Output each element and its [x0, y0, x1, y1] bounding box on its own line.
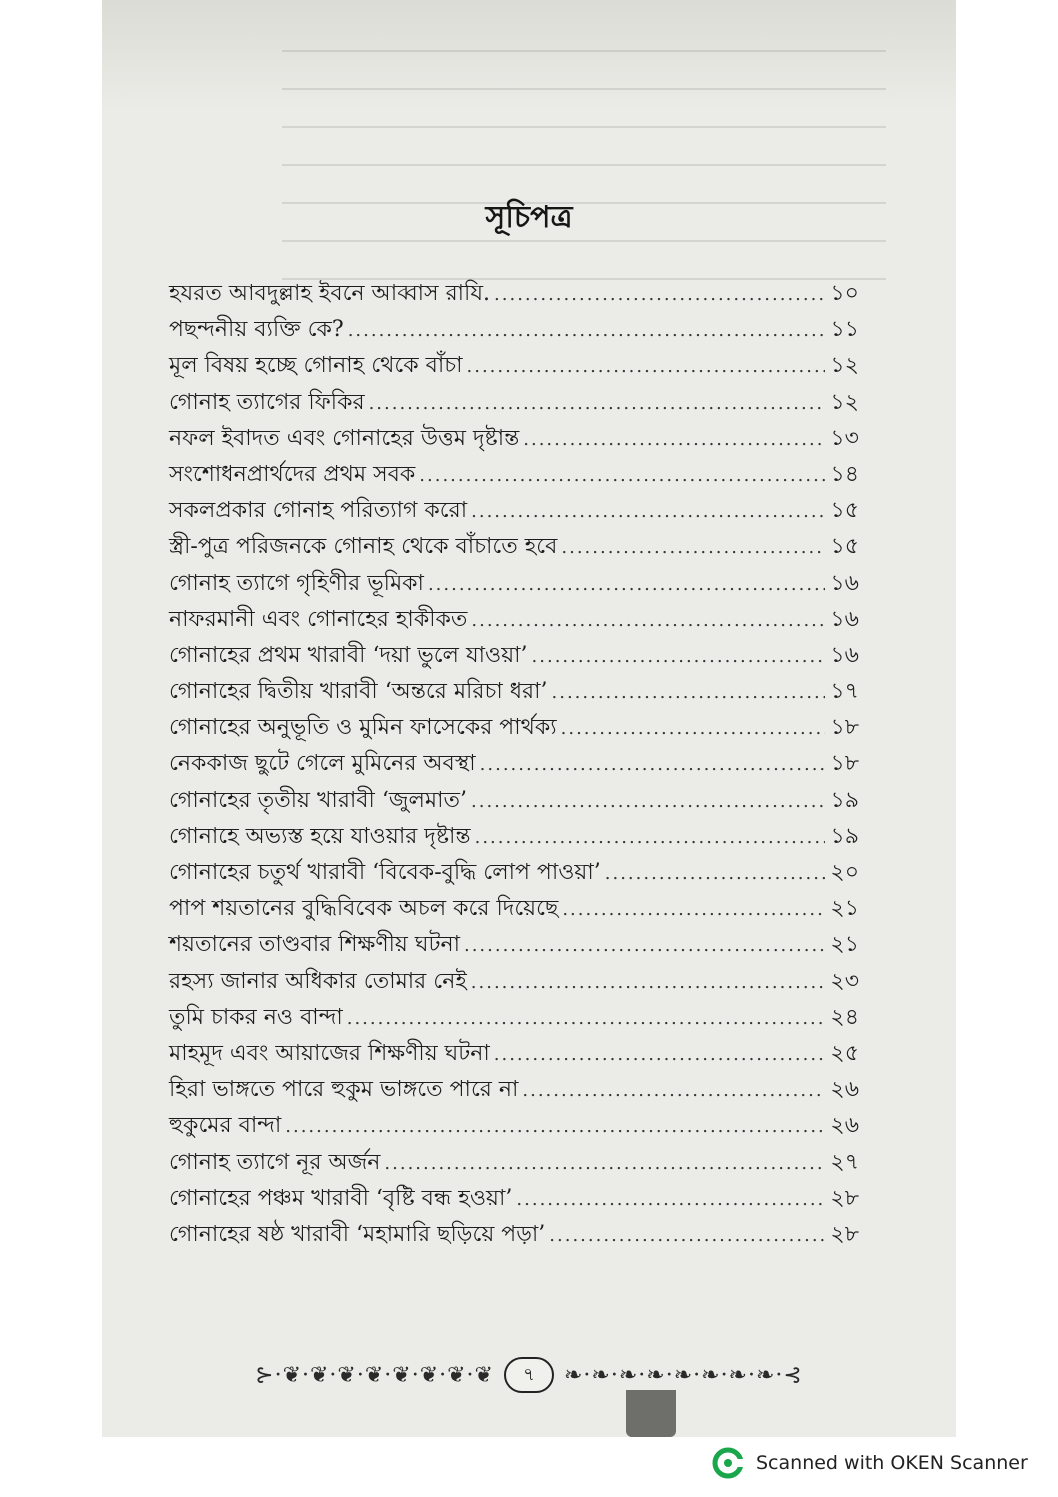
toc-entry-page: ১২	[830, 389, 859, 415]
table-of-contents	[169, 276, 859, 1253]
toc-entry-title: নাফরমানী এবং গোনাহের হাকীকত	[169, 606, 468, 632]
toc-entry-title: তুমি চাকর নও বান্দা	[169, 1004, 343, 1030]
ornament-right-icon: ❧·❧·❧·❧·❧·❧·❧·❧·⊰	[564, 1362, 803, 1388]
toc-leader-dots	[532, 646, 825, 667]
toc-entry	[169, 276, 859, 312]
toc-leader-dots	[561, 537, 825, 558]
toc-entry-title: শয়তানের তাণ্ডবার শিক্ষণীয় ঘটনা	[169, 932, 460, 958]
toc-leader-dots	[419, 465, 825, 486]
toc-entry-page: ১৮	[830, 715, 859, 741]
toc-entry-page: ২৫	[830, 1040, 859, 1066]
toc-entry-page: ১০	[830, 281, 859, 306]
page-number-badge	[504, 1357, 554, 1393]
toc-entry-title: সংশোধনপ্রার্থদের প্রথম সবক	[169, 461, 416, 487]
toc-entry	[169, 855, 859, 891]
toc-entry	[169, 348, 859, 384]
toc-leader-dots	[605, 863, 825, 884]
page-ornament	[102, 1355, 956, 1395]
toc-leader-dots	[347, 1008, 825, 1029]
toc-entry	[169, 927, 859, 963]
toc-entry-title: মূল বিষয় হচ্ছে গোনাহ থেকে বাঁচা	[169, 353, 463, 379]
toc-entry-page: ২৬	[830, 1077, 859, 1103]
toc-entry-title: গোনাহের ষষ্ঠ খারাবী ‘মহামারি ছড়িয়ে পড়া’	[169, 1221, 546, 1247]
toc-entry-page: ১৬	[830, 606, 859, 632]
toc-entry-title: পাপ শয়তানের বুদ্ধিবিবেক অচল করে দিয়েছে	[169, 896, 559, 922]
toc-entry-title: নফল ইবাদত এবং গোনাহের উত্তম দৃষ্টান্ত	[169, 425, 520, 451]
toc-entry-page: ১৯	[830, 787, 859, 813]
toc-leader-dots	[552, 682, 826, 703]
toc-entry	[169, 964, 859, 1000]
toc-entry	[169, 602, 859, 638]
ornament-tab	[626, 1390, 676, 1437]
toc-leader-dots	[494, 1044, 825, 1065]
toc-leader-dots	[475, 827, 825, 848]
toc-entry-title: গোনাহের অনুভূতি ও মুমিন ফাসেকের পার্থক্য	[169, 715, 557, 741]
toc-entry-title: হযরত আবদুল্লাহ ইবনে আব্বাস রাযি.	[169, 281, 491, 306]
toc-entry	[169, 819, 859, 855]
toc-entry-title: গোনাহের দ্বিতীয় খারাবী ‘অন্তরে মরিচা ধরা’	[169, 679, 548, 705]
page-title: সূচিপত্র	[485, 200, 573, 235]
toc-leader-dots	[480, 754, 825, 775]
toc-entry-page: ১২	[830, 353, 859, 379]
toc-entry-page: ১৯	[830, 823, 859, 849]
toc-entry	[169, 1145, 859, 1181]
toc-entry-page: ২১	[830, 896, 859, 922]
toc-entry-page: ১১	[830, 317, 859, 343]
scanner-logo-icon	[712, 1447, 744, 1479]
toc-entry-page: ২৩	[830, 968, 859, 994]
toc-leader-dots	[471, 501, 825, 522]
toc-leader-dots	[285, 1116, 825, 1137]
toc-entry-title: মাহমূদ এবং আয়াজের শিক্ষণীয় ঘটনা	[169, 1040, 490, 1066]
toc-entry	[169, 1181, 859, 1217]
toc-entry	[169, 1217, 859, 1253]
toc-leader-dots	[471, 610, 825, 631]
toc-entry	[169, 312, 859, 348]
toc-entry-page: ২৪	[830, 1004, 859, 1030]
toc-entry-page: ২৬	[830, 1113, 859, 1139]
book-page	[102, 0, 956, 1437]
toc-entry-page: ১৭	[830, 679, 859, 705]
toc-leader-dots	[522, 1080, 825, 1101]
toc-entry-title: গোনাহের তৃতীয় খারাবী ‘জুলমাত’	[169, 787, 467, 813]
toc-entry-page: ১৬	[830, 642, 859, 668]
toc-entry-page: ২৮	[830, 1221, 859, 1247]
ornament-left-icon: ⊱·❦·❦·❦·❦·❦·❦·❦·❦	[255, 1362, 494, 1388]
toc-entry	[169, 1108, 859, 1144]
toc-entry-page: ১৮	[830, 751, 859, 777]
toc-leader-dots	[428, 574, 825, 595]
toc-entry-title: গোনাহের পঞ্চম খারাবী ‘বৃষ্টি বন্ধ হওয়া’	[169, 1185, 513, 1211]
toc-entry	[169, 493, 859, 529]
toc-leader-dots	[384, 1153, 825, 1174]
toc-leader-dots	[467, 356, 825, 377]
toc-entry	[169, 638, 859, 674]
toc-entry	[169, 457, 859, 493]
toc-entry-page: ১৩	[830, 425, 859, 451]
toc-entry-page: ১৫	[830, 498, 859, 524]
toc-entry	[169, 385, 859, 421]
toc-entry-title: গোনাহের চতুর্থ খারাবী ‘বিবেক-বুদ্ধি লোপ পাওয়া’	[169, 860, 601, 885]
toc-entry-page: ১৬	[830, 570, 859, 596]
toc-entry	[169, 746, 859, 782]
toc-entry	[169, 674, 859, 710]
toc-leader-dots	[494, 284, 825, 305]
toc-entry-page: ১৪	[830, 461, 859, 487]
toc-entry	[169, 783, 859, 819]
toc-leader-dots	[549, 1225, 825, 1246]
show-through-text	[282, 50, 886, 280]
toc-entry	[169, 529, 859, 565]
toc-entry-title: গোনাহ ত্যাগে নূর অর্জন	[169, 1149, 381, 1175]
toc-entry	[169, 1036, 859, 1072]
toc-leader-dots	[471, 972, 825, 993]
toc-leader-dots	[348, 320, 825, 341]
toc-entry-page: ১৫	[830, 534, 859, 560]
toc-entry-title: গোনাহে অভ্যস্ত হয়ে যাওয়ার দৃষ্টান্ত	[169, 823, 471, 849]
toc-entry	[169, 710, 859, 746]
scanner-watermark-text: Scanned with OKEN Scanner	[756, 1452, 1028, 1474]
toc-entry-title: হুকুমের বান্দা	[169, 1113, 282, 1139]
page-number: ৭	[523, 1363, 535, 1385]
toc-entry-page: ২৭	[830, 1149, 859, 1175]
toc-entry	[169, 566, 859, 602]
toc-entry-title: গোনাহ ত্যাগে গৃহিণীর ভূমিকা	[169, 570, 424, 596]
toc-leader-dots	[562, 899, 825, 920]
toc-leader-dots	[516, 1189, 825, 1210]
toc-leader-dots	[464, 935, 825, 956]
toc-entry-title: স্ত্রী-পুত্র পরিজনকে গোনাহ থেকে বাঁচাতে হবে	[169, 534, 558, 560]
toc-entry-title: নেককাজ ছুটে গেলে মুমিনের অবস্থা	[169, 751, 476, 777]
toc-entry-title: গোনাহ ত্যাগের ফিকির	[169, 389, 365, 415]
toc-leader-dots	[523, 429, 825, 450]
toc-entry	[169, 1000, 859, 1036]
toc-entry-title: সকলপ্রকার গোনাহ পরিত্যাগ করো	[169, 498, 468, 524]
toc-entry-page: ২১	[830, 932, 859, 958]
toc-leader-dots	[471, 791, 825, 812]
toc-entry	[169, 1072, 859, 1108]
toc-entry-page: ২০	[830, 860, 859, 885]
toc-leader-dots	[369, 393, 825, 414]
toc-entry-title: পছন্দনীয় ব্যক্তি কে?	[169, 317, 344, 343]
toc-entry-page: ২৮	[830, 1185, 859, 1211]
toc-entry-title: হিরা ভাঙ্গতে পারে হুকুম ভাঙ্গতে পারে না	[169, 1077, 519, 1103]
toc-entry	[169, 421, 859, 457]
toc-entry	[169, 891, 859, 927]
toc-entry-title: রহস্য জানার অধিকার তোমার নেই	[169, 968, 467, 994]
scanner-watermark	[712, 1447, 1028, 1479]
toc-entry-title: গোনাহের প্রথম খারাবী ‘দয়া ভুলে যাওয়া’	[169, 642, 528, 668]
toc-leader-dots	[561, 718, 825, 739]
